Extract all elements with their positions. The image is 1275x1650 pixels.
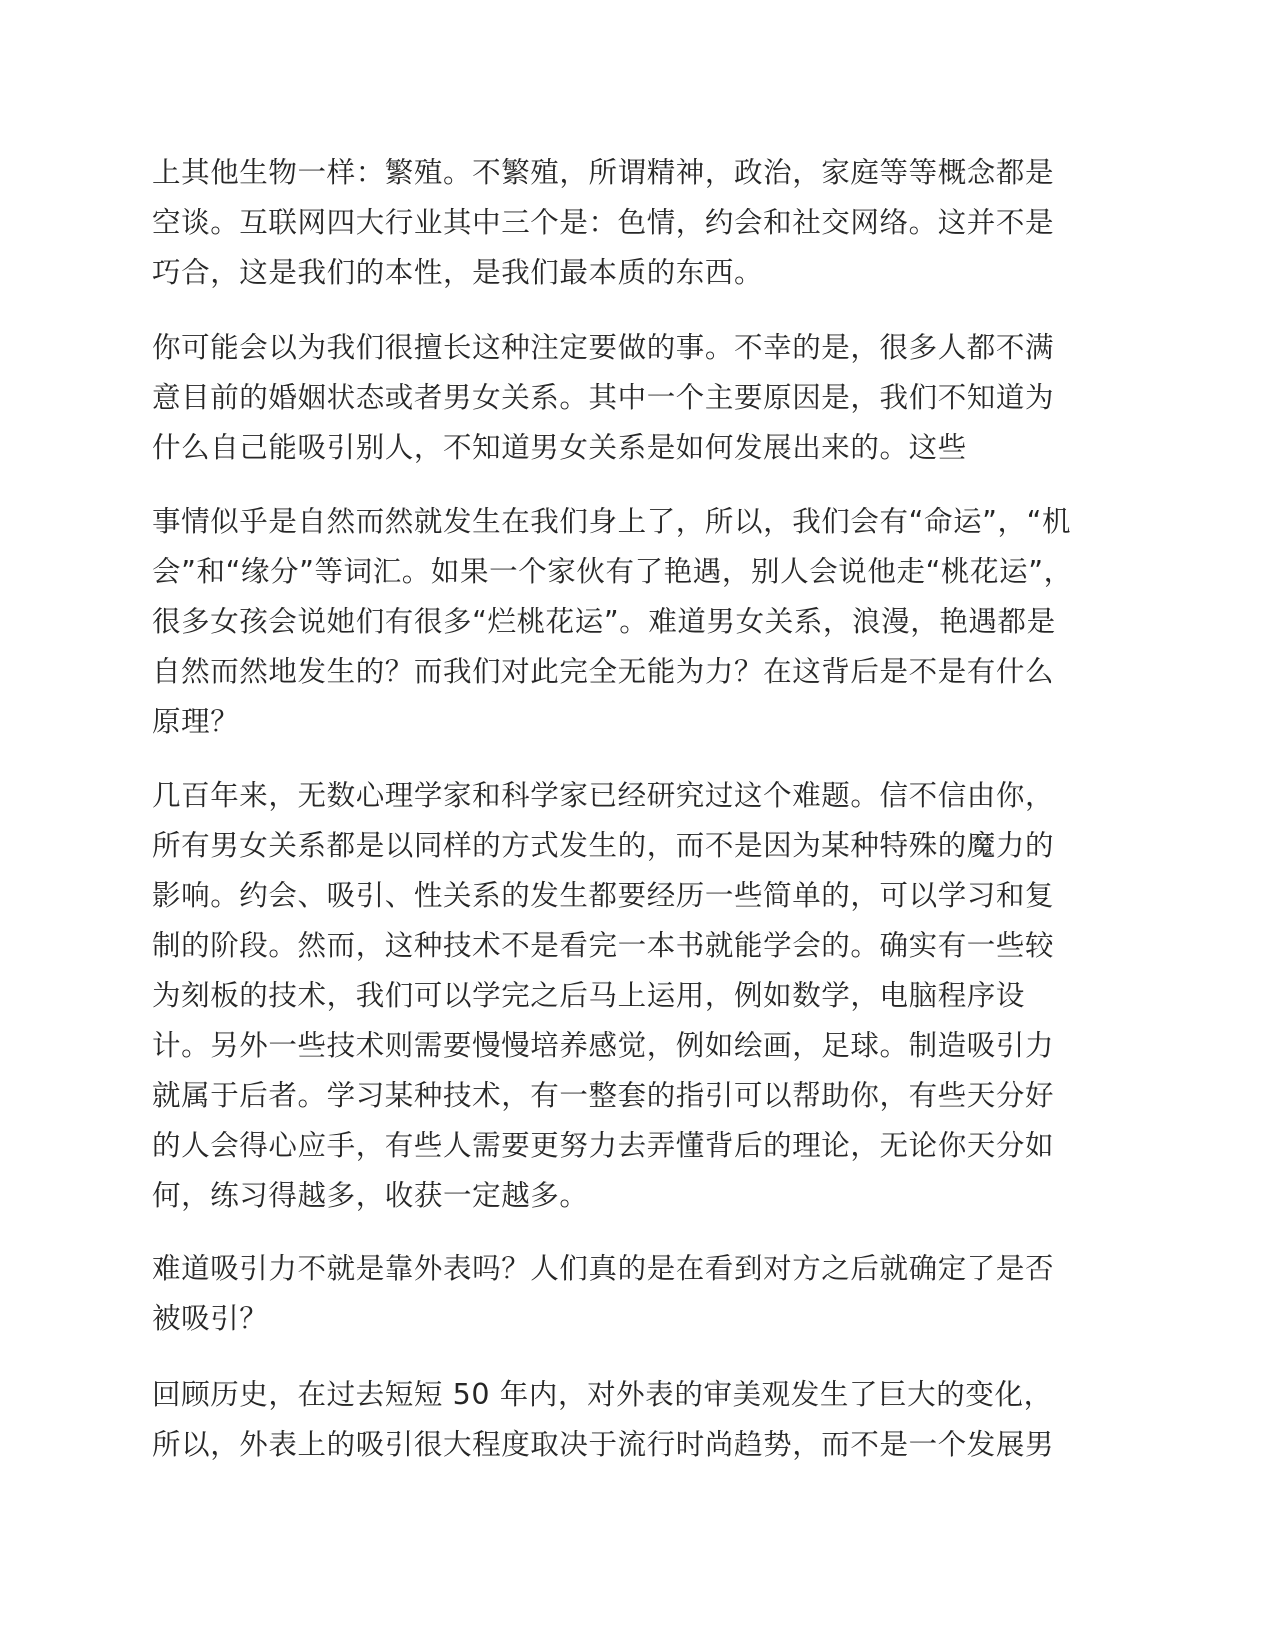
- text-line: 会”和“缘分”等词汇。如果一个家伙有了艳遇，别人会说他走“桃花运”，: [152, 555, 1073, 588]
- text-line: 难道吸引力不就是靠外表吗？人们真的是在看到对方之后就确定了是否: [152, 1252, 1055, 1285]
- text-line: 几百年来，无数心理学家和科学家已经研究过这个难题。信不信由你，: [152, 779, 1055, 812]
- paragraph-2: [152, 323, 1132, 473]
- text-line: 的人会得心应手，有些人需要更努力去弄懂背后的理论，无论你天分如: [152, 1129, 1055, 1162]
- text-line: 所有男女关系都是以同样的方式发生的，而不是因为某种特殊的魔力的: [152, 829, 1055, 862]
- text-line: 事情似乎是自然而然就发生在我们身上了，所以，我们会有“命运”，“机: [152, 505, 1072, 538]
- text-line: 巧合，这是我们的本性，是我们最本质的东西。: [152, 256, 764, 289]
- text-line: 原理？: [152, 705, 240, 738]
- text-line: 自然而然地发生的？而我们对此完全无能为力？在这背后是不是有什么: [152, 655, 1055, 688]
- text-line: 就属于后者。学习某种技术，有一整套的指引可以帮助你，有些天分好: [152, 1079, 1055, 1112]
- text-line: 上其他生物一样：繁殖。不繁殖，所谓精神，政治，家庭等等概念都是: [152, 156, 1055, 189]
- text-line: 回顾历史，在过去短短 50 年内，对外表的审美观发生了巨大的变化，: [152, 1378, 1053, 1411]
- paragraph-3: [152, 497, 1132, 747]
- paragraph-5: [152, 1244, 1132, 1344]
- text-line: 被吸引？: [152, 1302, 269, 1335]
- text-line: 为刻板的技术，我们可以学完之后马上运用，例如数学，电脑程序设: [152, 979, 1026, 1012]
- text-line: 影响。约会、吸引、性关系的发生都要经历一些简单的，可以学习和复: [152, 879, 1055, 912]
- text-line: 所以，外表上的吸引很大程度取决于流行时尚趋势，而不是一个发展男: [152, 1428, 1055, 1461]
- paragraph-6: [152, 1370, 1132, 1470]
- text-line: 什么自己能吸引别人，不知道男女关系是如何发展出来的。这些: [152, 431, 967, 464]
- text-line: 你可能会以为我们很擅长这种注定要做的事。不幸的是，很多人都不满: [152, 331, 1055, 364]
- text-line: 制的阶段。然而，这种技术不是看完一本书就能学会的。确实有一些较: [152, 929, 1055, 962]
- text-line: 意目前的婚姻状态或者男女关系。其中一个主要原因是，我们不知道为: [152, 381, 1055, 414]
- text-line: 空谈。互联网四大行业其中三个是：色情，约会和社交网络。这并不是: [152, 206, 1055, 239]
- paragraph-1: [152, 148, 1132, 298]
- paragraph-4: [152, 771, 1132, 1221]
- text-line: 计。另外一些技术则需要慢慢培养感觉，例如绘画，足球。制造吸引力: [152, 1029, 1055, 1062]
- text-line: 很多女孩会说她们有很多“烂桃花运”。难道男女关系，浪漫，艳遇都是: [152, 605, 1056, 638]
- text-line: 何，练习得越多，收获一定越多。: [152, 1179, 589, 1212]
